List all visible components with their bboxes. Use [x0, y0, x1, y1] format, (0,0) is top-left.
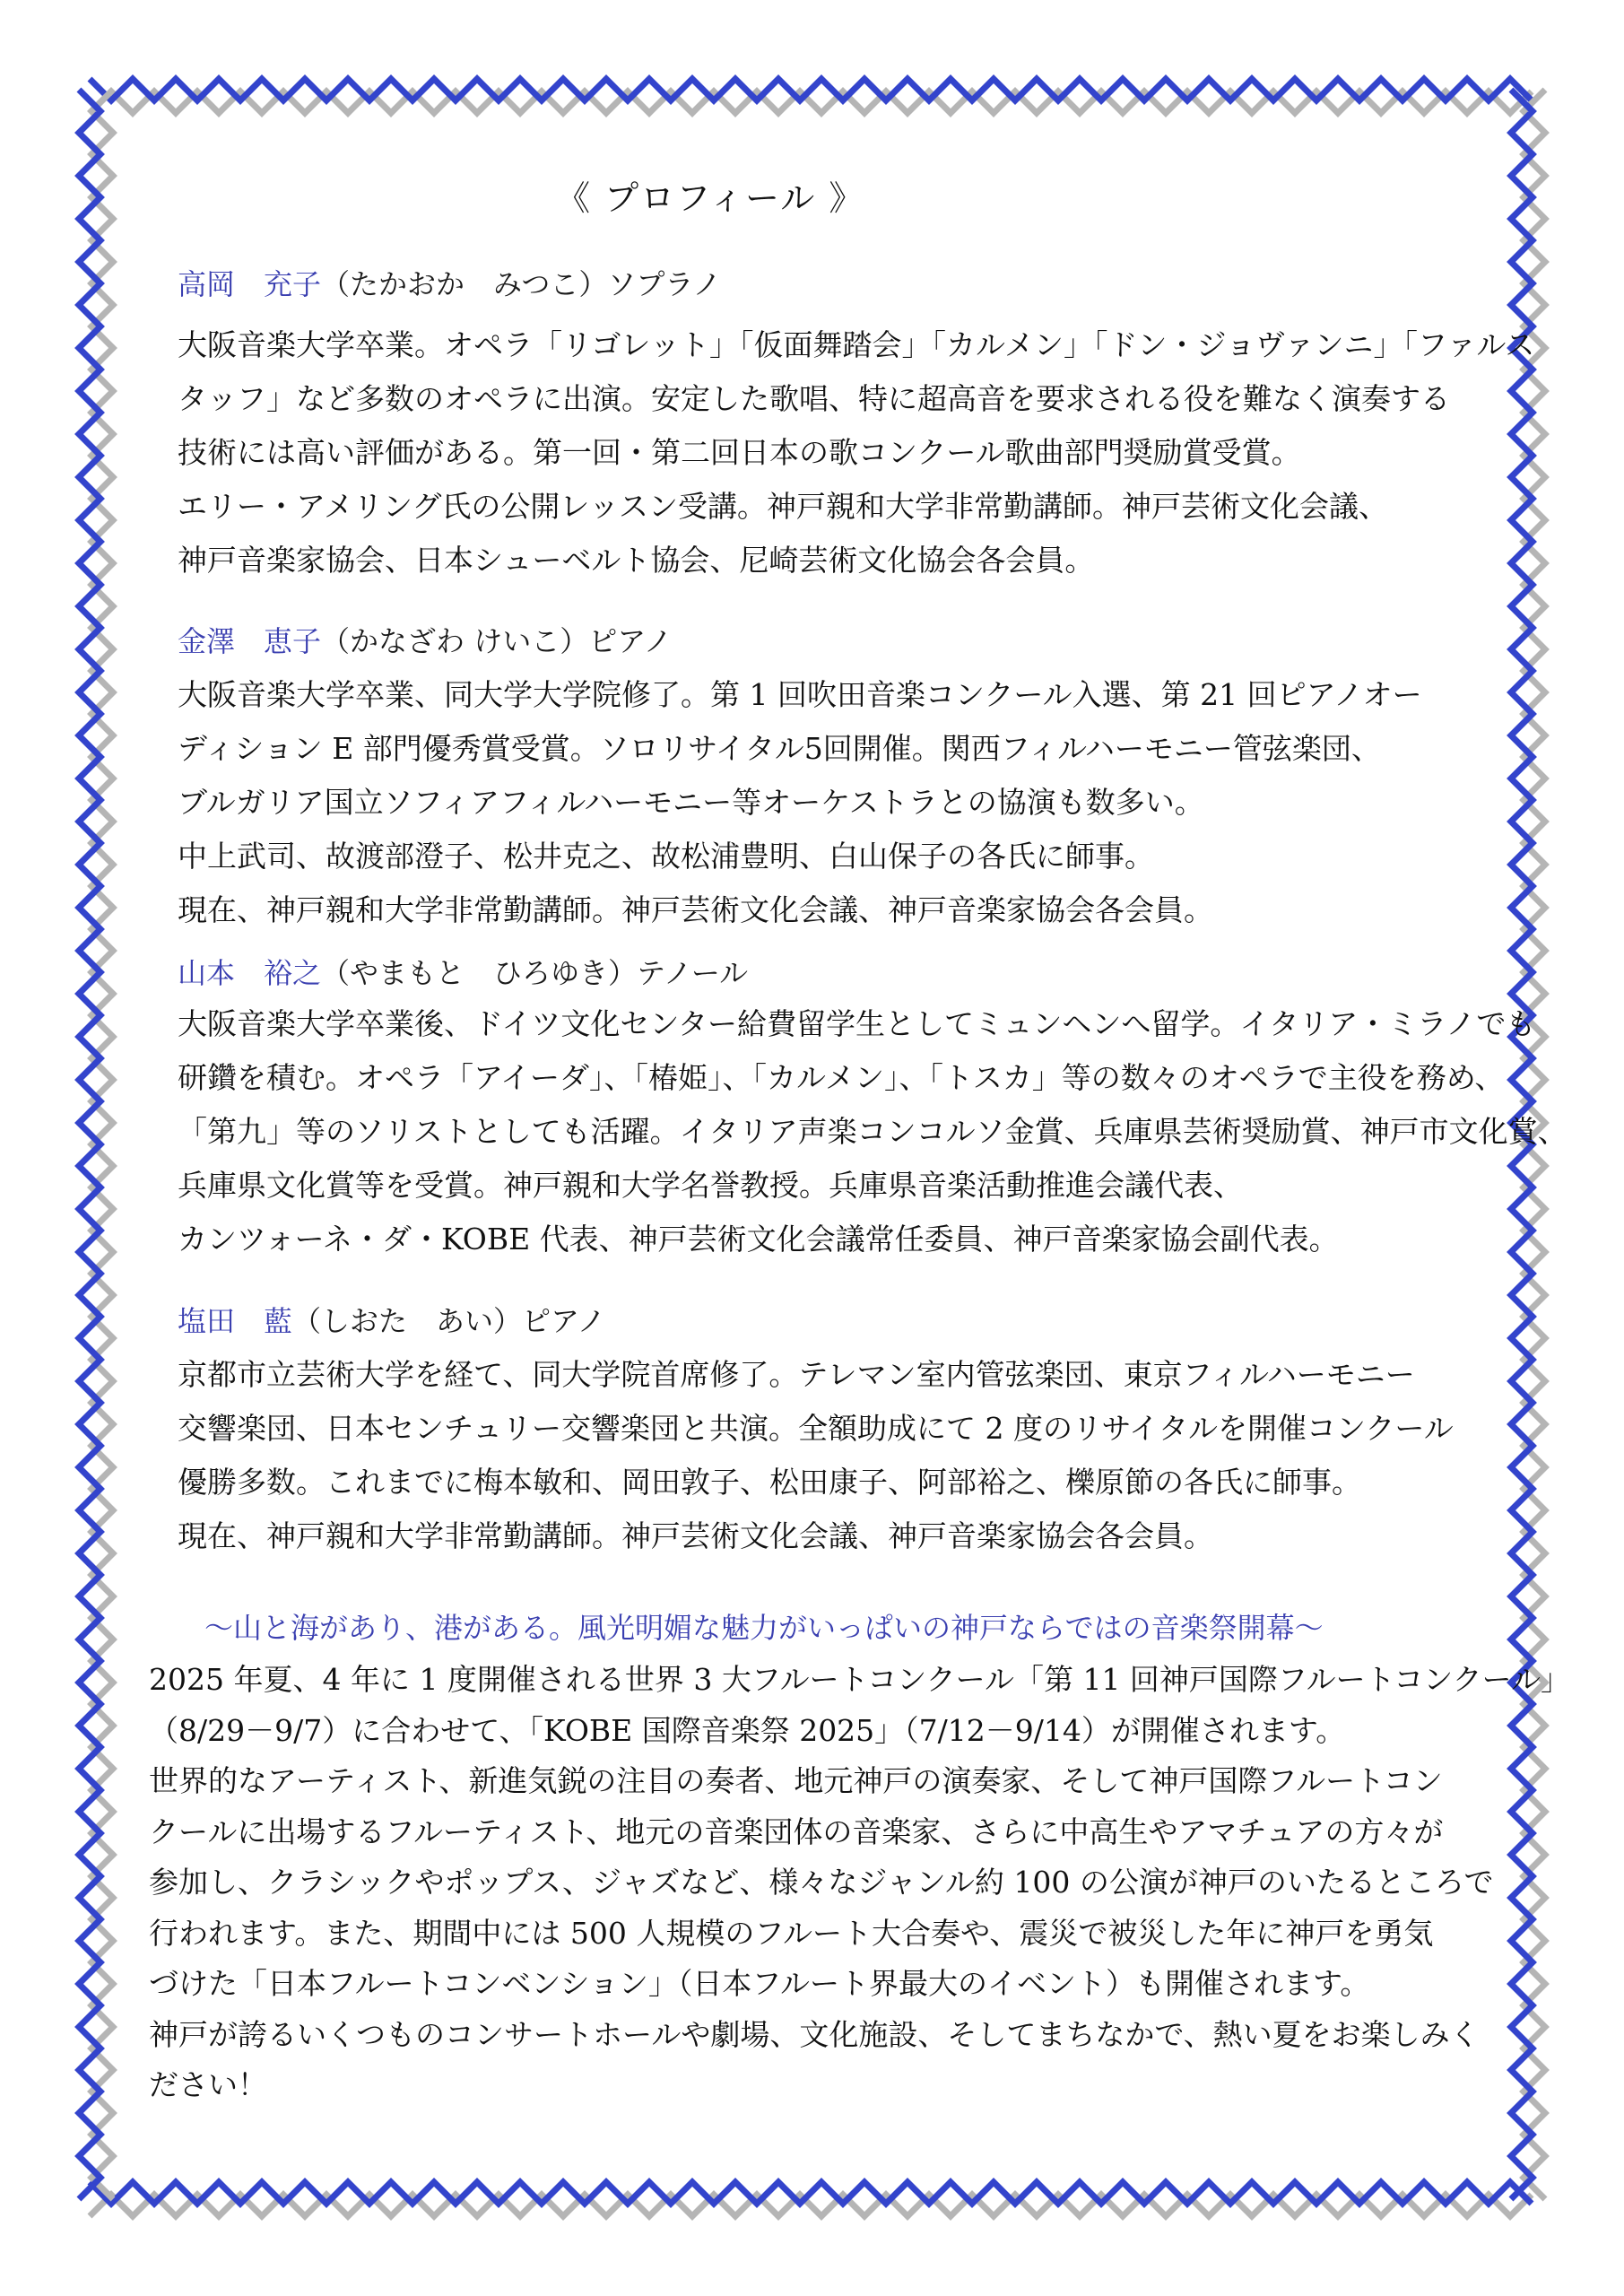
bio-line: ディション E 部門優秀賞受賞。ソロリサイタル5回開催。関西フィルハーモニー管弦楽団、: [178, 731, 1381, 766]
bio-line: 研鑽を積む。オペラ「アイーダ」、「椿姫」、「カルメン」、「トスカ」等の数々のオペラで主役を務め、: [178, 1060, 1505, 1095]
profile-name-main: 金澤 恵子: [178, 624, 322, 658]
festival-line: 2025 年夏、4 年に 1 度開催される世界 3 大フルートコンクール「第 11 回神戸国際フルートコンクール」: [149, 1662, 1570, 1697]
bio-line: 交響楽団、日本センチュリー交響楽団と共演。全額助成にて 2 度のリサイタルを開催コンクール: [178, 1411, 1454, 1446]
festival-line: 神戸が誇るいくつものコンサートホールや劇場、文化施設、そしてまちなかで、熱い夏をお楽しみく: [149, 2016, 1480, 2052]
bio-line: 大阪音楽大学卒業。オペラ「リゴレット」「仮面舞踏会」「カルメン」「ドン・ジョヴァンニ」「ファルス: [178, 327, 1535, 362]
profile-name-main: 塩田 藍: [178, 1304, 293, 1338]
festival-line: クールに出場するフルーティスト、地元の音楽団体の音楽家、さらに中高生やアマチュアの方々が: [149, 1813, 1444, 1849]
festival-line: 世界的なアーティスト、新進気鋭の注目の奏者、地元神戸の演奏家、そして神戸国際フルートコン: [149, 1763, 1443, 1798]
page-title: 《 プロフィール 》: [556, 178, 865, 218]
bio-line: エリー・アメリング氏の公開レッスン受講。神戸親和大学非常勤講師。神戸芸術文化会議、: [178, 489, 1389, 524]
bio-line: 大阪音楽大学卒業、同大学大学院修了。第 1 回吹田音楽コンクール入選、第 21 回ピアノオー: [178, 677, 1422, 712]
profile-bio-yamamoto: [178, 997, 1568, 1266]
bio-line: 技術には高い評価がある。第一回・第二回日本の歌コンクール歌曲部門奨励賞受賞。: [178, 435, 1301, 470]
profile-name-reading: （かなざわ けいこ）ピアノ: [321, 624, 673, 658]
bio-line: 現在、神戸親和大学非常勤講師。神戸芸術文化会議、神戸音楽家協会各会員。: [178, 1518, 1213, 1553]
profile-name-main: 山本 裕之: [178, 956, 322, 990]
bio-line: 京都市立芸術大学を経て、同大学院首席修了。テレマン室内管弦楽団、東京フィルハーモニー: [178, 1357, 1415, 1392]
bio-line: 兵庫県文化賞等を受賞。神戸親和大学名誉教授。兵庫県音楽活動推進会議代表、: [178, 1168, 1243, 1203]
profile-name-shiota: [178, 1299, 605, 1340]
profile-name-yamamoto: [178, 951, 748, 992]
bio-line: 現在、神戸親和大学非常勤講師。神戸芸術文化会議、神戸音楽家協会各会員。: [178, 892, 1213, 927]
festival-line: づけた「日本フルートコンベンション」（日本フルート界最大のイベント）も開催されます。: [149, 1966, 1370, 2001]
festival-heading: ～山と海があり、港がある。風光明媚な魅力がいっぱいの神戸ならではの音楽祭開幕～: [204, 1611, 1324, 1645]
profile-name-kanazawa: [178, 619, 673, 660]
festival-body: [149, 1655, 1570, 2111]
bio-line: 優勝多数。これまでに梅本敏和、岡田敦子、松田康子、阿部裕之、櫟原節の各氏に師事。: [178, 1465, 1361, 1500]
festival-line: 参加し、クラシックやポップス、ジャズなど、様々なジャンル約 100 の公演が神戸のいたるところで: [149, 1865, 1494, 1900]
profile-name-main: 高岡 充子: [178, 267, 322, 301]
profile-name-reading: （たかおか みつこ）ソプラノ: [321, 267, 722, 301]
bio-line: 神戸音楽家協会、日本シューベルト協会、尼崎芸術文化協会各会員。: [178, 543, 1095, 578]
bio-line: 中上武司、故渡部澄子、松井克之、故松浦豊明、白山保子の各氏に師事。: [178, 839, 1154, 874]
profile-name-reading: （しおた あい）ピアノ: [292, 1304, 606, 1338]
festival-line: 行われます。また、期間中には 500 人規模のフルート大合奏や、震災で被災した年に神戸を勇気: [149, 1915, 1434, 1951]
festival-line: ださい！: [149, 2067, 267, 2102]
bio-line: ブルガリア国立ソフィアフィルハーモニー等オーケストラとの協演も数多い。: [178, 785, 1204, 820]
profile-bio-takaoka: [178, 318, 1535, 587]
bio-line: カンツォーネ・ダ・KOBE 代表、神戸芸術文化会議常任委員、神戸音楽家協会副代表。: [178, 1222, 1339, 1257]
profile-bio-shiota: [178, 1348, 1505, 1563]
festival-line: （8/29－9/7）に合わせて、「KOBE 国際音楽祭 2025」（7/12－9/14）が開催されます。: [149, 1712, 1346, 1748]
bio-line: タッフ」など多数のオペラに出演。安定した歌唱、特に超高音を要求される役を難なく演奏する: [178, 381, 1450, 416]
bio-line: 「第九」等のソリストとしても活躍。イタリア声楽コンコルソ金賞、兵庫県芸術奨励賞、神戸市文化賞、: [178, 1114, 1568, 1149]
profile-bio-kanazawa: [178, 668, 1505, 937]
bio-line: 大阪音楽大学卒業後、ドイツ文化センター給費留学生としてミュンヘンへ留学。イタリア・ミラノでも: [178, 1006, 1536, 1041]
profile-name-reading: （やまもと ひろゆき）テノール: [321, 956, 749, 990]
profile-name-takaoka: [178, 262, 721, 303]
